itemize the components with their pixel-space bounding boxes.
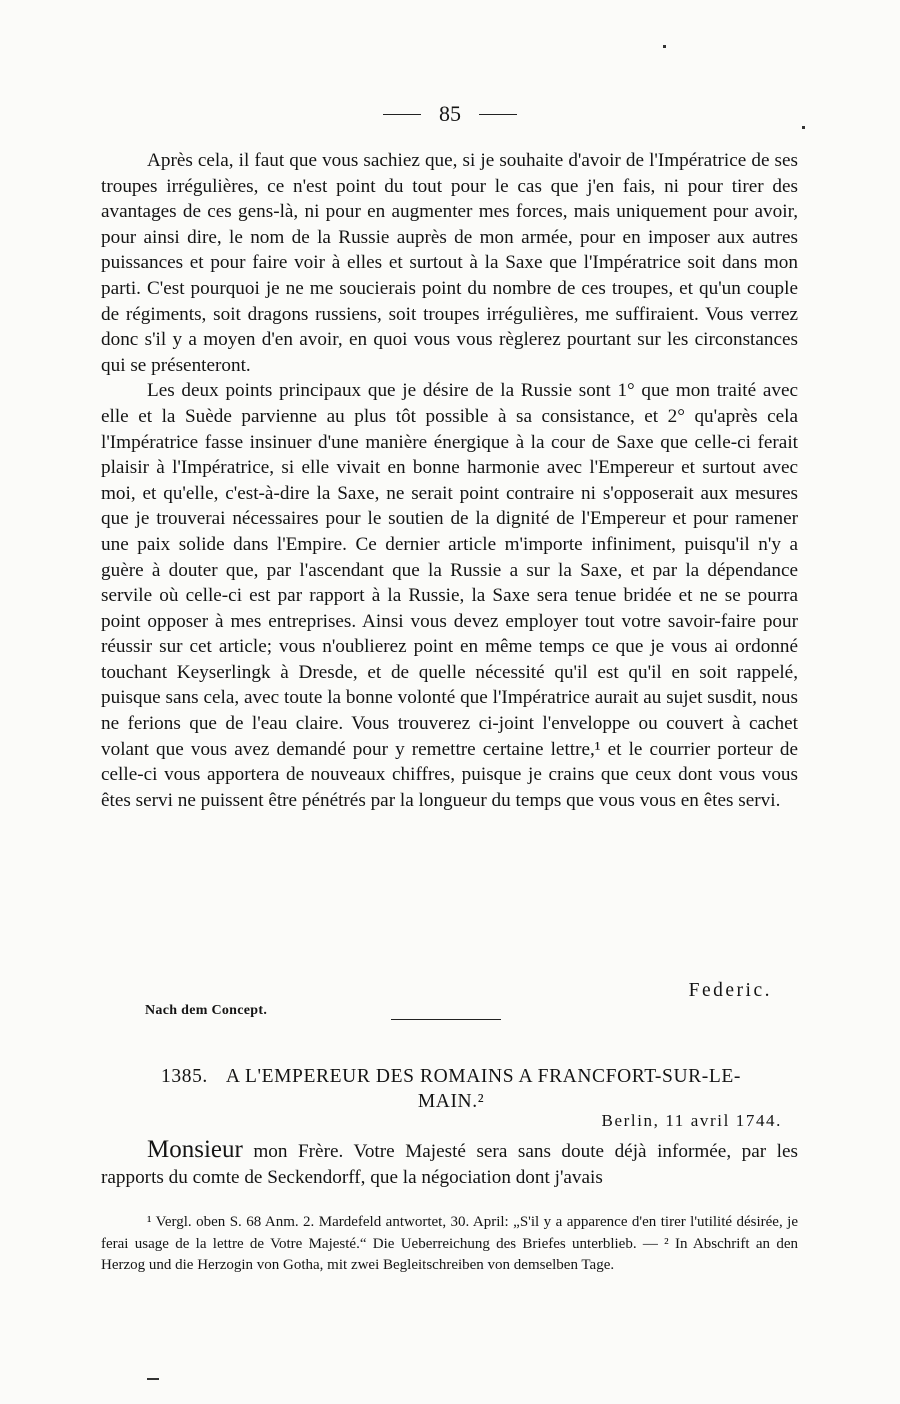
salutation-first-word: Monsieur [147, 1136, 243, 1163]
header-dash-right [479, 114, 517, 115]
page-speck [663, 45, 666, 48]
letter-opening [101, 1137, 798, 1190]
footnotes [101, 1212, 798, 1277]
letter-text-rest: mon Frère. Votre Majesté sera sans doute déjà informée, par les rapports du comte de Seckendorff, que la négociation dont j'avais [101, 1141, 798, 1188]
letter-title: A L'EMPEREUR DES ROMAINS A FRANCFORT-SUR-LE-MAIN.² [225, 1066, 741, 1112]
letter-text [101, 1137, 798, 1190]
letter-number: 1385. [161, 1066, 208, 1087]
letter-heading [131, 1064, 771, 1114]
footnote-text: ¹ Vergl. oben S. 68 Anm. 2. Mardefeld antwortet, 30. April: „S'il y a apparence d'en tirer l'utilité désirée, je ferai usage de la lettre de Votre Majesté.“ Die Ueberreichung des Briefes unterblieb. — ² In Abschrift an den Herzog und die Herzogin von Gotha, mit zwei Begleitschreiben von demselben Tage. [101, 1214, 798, 1273]
letter-date: Berlin, 11 avril 1744. [601, 1111, 782, 1130]
letter-body-continued [101, 148, 798, 813]
page-number: 85 [439, 101, 461, 126]
header-dash-left [383, 114, 421, 115]
body-paragraph-1: Après cela, il faut que vous sachiez que, si je souhaite d'avoir de l'Impératrice de ses troupes irrégulières, ce n'est point du tout pour le cas que j'en fais, ni pour tirer des avantages de ces gens-là, ni pour en augmenter mes forces, mais uniquement pour avoir, pour ainsi dire, le nom de la Russie auprès de mon armée, pour en imposer aux autres puissances et pour faire voir à elles et surtout à la Saxe que l'Impératrice soit dans mon parti. C'est pourquoi je ne me soucierais point du nombre de ces troupes, et qu'un couple de régiments, soit dragons russiens, soit troupes irrégulières, me suffiraient. Vous verrez donc s'il y a moyen d'en avoir, en quoi vous vous règlerez pourtant sur les circonstances qui se présenteront. [101, 150, 798, 376]
body-paragraph-2: Les deux points principaux que je désire de la Russie sont 1° que mon traité avec elle et la Suède parvienne au plus tôt possible à sa consistance, et 2° qu'après cela l'Impératrice fasse insinuer d'une manière énergique à la cour de Saxe que celle-ci ferait plaisir à l'Impératrice, si elle vivait en bonne harmonie avec l'Empereur et surtout avec moi, et qu'elle, c'est-à-dire la Saxe, ne serait point contraire ni s'opposerait aux mesures que je trouverai nécessaires pour le soutien de la dignité de l'Empereur et pour ramener une paix solide dans l'Empire. Ce dernier article m'importe infiniment, puisqu'il n'y a guère à douter que, par l'ascendant que la Russie a sur la Saxe, et par la dépendance servile où celle-ci est par rapport à la Russie, la Saxe sera tenue bridée et ne se pourra point opposer à mes entreprises. Ainsi vous devez employer tout votre savoir-faire pour réussir sur cet article; vous n'oublierez point en même temps ce que je vous ai ordonné touchant Keyserlingk à Dresde, et de quelle nécessité qu'il est qu'il en soit rappelé, puisque sans cela, avec toute la bonne volonté que l'Impératrice aurait au sujet susdit, nous ne ferions que de l'eau claire. Vous trouverez ci-joint l'enveloppe ou couvert à cachet volant que vous avez demandé pour y remettre certaine lettre,¹ et le courrier porteur de celle-ci vous apportera de nouveaux chiffres, puisque je crains que ceux dont vous vous êtes servi ne puissent être pénétrés par la longueur du temps que vous vous en êtes servi. [101, 380, 798, 811]
signature: Federic. [688, 980, 772, 1001]
page-header [0, 101, 900, 127]
page-speck [802, 126, 805, 129]
source-note: Nach dem Concept. [145, 1003, 268, 1018]
page-speck [147, 1378, 159, 1380]
section-divider [391, 1019, 501, 1020]
